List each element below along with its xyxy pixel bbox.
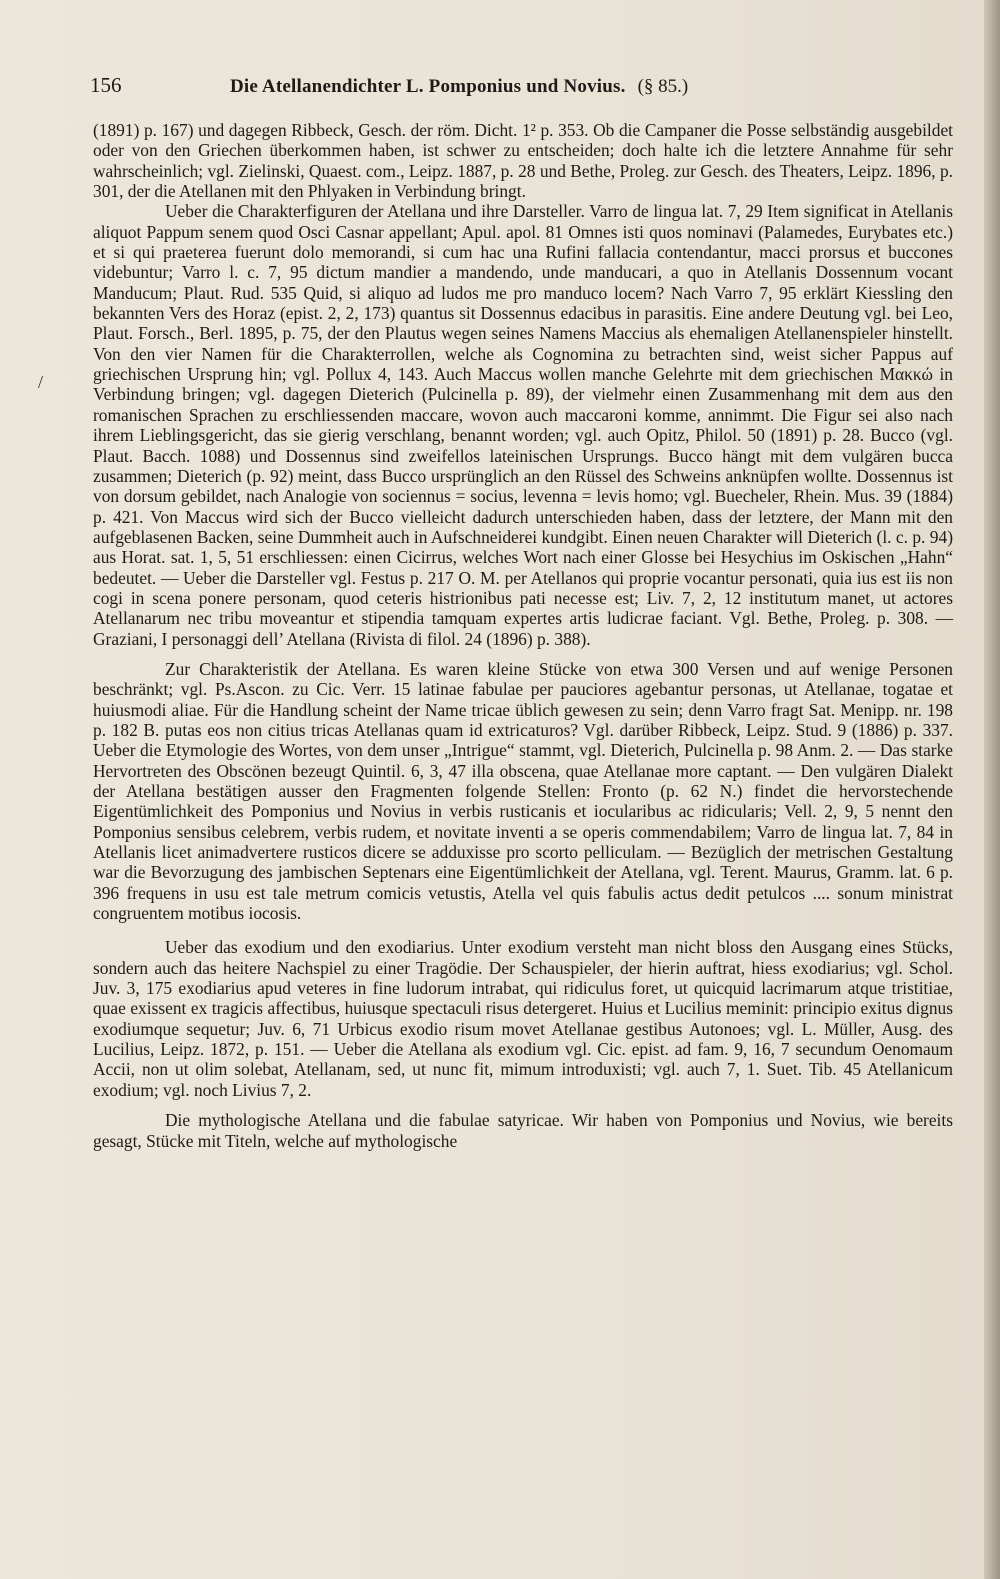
paragraph-mythologische-atellana: Die mythologische Atellana und die fabulae satyricae. Wir haben von Pomponius und Novius, wie bereits gesagt, Stücke mit Titeln, welche auf mythologische <box>93 1110 953 1151</box>
page-body-text <box>93 120 953 1151</box>
section-reference: (§ 85.) <box>637 76 689 97</box>
running-title: Die Atellanendichter L. Pomponius und Novius. <box>230 76 626 97</box>
paragraph-charakterfiguren: Ueber die Charakterfiguren der Atellana und ihre Darsteller. Varro de lingua lat. 7, 29 Item significat in Atellanis aliquot Pappum senem quod Osci Casnar appellant; Apul. apol. 81 Omnes isti quos nominavi (Palamedes, Eurybates etc.) et si qui praeterea fuerunt dolo memorandi, si cum hac una Rufini fallacia contendantur, macci prorsus et buccones videbuntur; Varro l. c. 7, 95 dictum mandier a mandendo, unde manducari, a quo in Atellanis Dossennum vocant Manducum; Plaut. Rud. 535 Quid, si aliquo ad ludos me pro manduco locem? Nach Varro 7, 95 erklärt Kiessling den bekannten Vers des Horaz (epist. 2, 2, 173) quantus sit Dossennus edacibus in parasitis. Eine andere Deutung vgl. bei Leo, Plaut. Forsch., Berl. 1895, p. 75, der den Plautus wegen seines Namens Maccius als ehemaligen Atellanenspieler hinstellt. Von den vier Namen für die Charakterrollen, welche als Cognomina zu betrachten sind, weist sicher Pappus auf griechischen Ursprung hin; vgl. Pollux 4, 143. Auch Maccus wollen manche Gelehrte mit dem griechischen Μακκώ in Verbindung bringen; vgl. dagegen Dieterich (Pulcinella p. 89), der vielmehr einen Zusammenhang mit dem aus den romanischen Sprachen zu erschliessenden maccare, wovon auch maccaroni komme, annimmt. Die Figur sei also nach ihrem Lieblingsgericht, das sie gierig verschlang, benannt worden; vgl. auch Opitz, Philol. 50 (1891) p. 28. Bucco (vgl. Plaut. Bacch. 1088) und Dossennus sind zweifellos lateinischen Ursprungs. Bucco hängt mit dem vulgären bucca zusammen; Dieterich (p. 92) meint, dass Bucco ursprünglich an den Rüssel des Schweins anknüpfen wollte. Dossennus ist von dorsum gebildet, nach Analogie von sociennus = socius, levenna = levis homo; vgl. Buecheler, Rhein. Mus. 39 (1884) p. 421. Von Maccus wird sich der Bucco vielleicht dadurch unterschieden haben, dass der letztere, der Mann mit den aufgeblasenen Backen, seine Dummheit auch in Aufschneiderei kundgibt. Einen neuen Charakter will Dieterich (l. c. p. 94) aus Horat. sat. 1, 5, 51 erschliessen: einen Cicirrus, welches Wort nach einer Glosse bei Hesychius im Oskischen „Hahn“ bedeutet. — Ueber die Darsteller vgl. Festus p. 217 O. M. per Atellanos qui proprie vocantur personati, quia ius est iis non cogi in scena ponere personam, quod ceteris histrionibus pati necesse est; Liv. 7, 2, 12 institutum manet, ut actores Atellanarum nec tribu moveantur et stipendia tamquam expertes artis ludicrae faciant. Vgl. Bethe, Proleg. p. 308. — Graziani, I personaggi dell’ Atellana (Rivista di filol. 24 (1896) p. 388). <box>93 201 953 649</box>
paragraph-exodium: Ueber das exodium und den exodiarius. Unter exodium versteht man nicht bloss den Ausgang eines Stücks, sondern auch das heitere Nachspiel zu einer Tragödie. Der Schauspieler, der hierin auftrat, hiess exodiarius; vgl. Schol. Juv. 3, 175 exodiarius apud veteres in fine ludorum intrabat, qui ridiculus foret, ut quicquid lacrimarum atque tristitiae, quae exissent ex tragicis affectibus, huiusque spectaculi risus detergeret. Huius et Lucilius meminit: principio exitus dignus exodiumque sequetur; Juv. 6, 71 Urbicus exodio risum movet Atellanae gestibus Autonoes; vgl. L. Müller, Ausg. des Lucilius, Leipz. 1872, p. 151. — Ueber die Atellana als exodium vgl. Cic. epist. ad fam. 9, 16, 7 secundum Oenomaum Accii, non ut olim solebat, Atellanam, sed, ut nunc fit, mimum introduxisti; vgl. auch 7, 1. Suet. Tib. 45 Atellanicum exodium; vgl. noch Livius 7, 2. <box>93 937 953 1100</box>
page-header <box>90 73 965 107</box>
page-number: 156 <box>90 73 122 97</box>
page-gutter-shadow <box>984 0 1000 1579</box>
margin-pencil-mark: / <box>38 372 44 392</box>
paragraph-continuation: (1891) p. 167) und dagegen Ribbeck, Gesch. der röm. Dicht. 1² p. 353. Ob die Campaner die Posse selbständig ausgebildet oder von den Griechen überkommen haben, ist schwer zu entscheiden; doch halte ich die letztere Annahme für sehr wahrscheinlich; vgl. Zielinski, Quaest. com., Leipz. 1887, p. 28 und Bethe, Proleg. zur Gesch. des Theaters, Leipz. 1896, p. 301, der die Atellanen mit den Phlyaken in Verbindung bringt. <box>93 120 953 202</box>
paragraph-charakteristik: Zur Charakteristik der Atellana. Es waren kleine Stücke von etwa 300 Versen und auf wenige Personen beschränkt; vgl. Ps.Ascon. zu Cic. Verr. 15 latinae fabulae per pauciores agebantur personas, ut Atellanae, togatae et huiusmodi aliae. Für die Handlung scheint der Name tricae üblich gewesen zu sein; denn Varro fragt Sat. Menipp. nr. 198 p. 182 B. putas eos non citius tricas Atellanas quam id extricaturos? Vgl. darüber Ribbeck, Leipz. Stud. 9 (1886) p. 337. Ueber die Etymologie des Wortes, von dem unser „Intrigue“ stammt, vgl. Dieterich, Pulcinella p. 98 Anm. 2. — Das starke Hervortreten des Obscönen bezeugt Quintil. 6, 3, 47 illa obscena, quae Atellanae more captant. — Den vulgären Dialekt der Atellana bestätigen ausser den Fragmenten folgende Stellen: Fronto (p. 62 N.) findet die hervorstechende Eigentümlichkeit des Pomponius und Novius in verbis rusticanis et iocularibus ac ridicularis; Vell. 2, 9, 5 nennt den Pomponius sensibus celebrem, verbis rudem, et novitate inventi a se operis commendabilem; Varro de lingua lat. 7, 84 in Atellanis licet animadvertere rusticos dicere se adduxisse pro scorto pelliculam. — Bezüglich der metrischen Gestaltung war die Bevorzugung des jambischen Septenars eine Eigentümlichkeit der Atellana, vgl. Terent. Maurus, Gramm. lat. 6 p. 396 frequens in usu est tale metrum comicis vetustis, Atella vel quis fabulis actus dedit petulcos .... sonum ministrat congruentem motibus iocosis. <box>93 658 953 924</box>
